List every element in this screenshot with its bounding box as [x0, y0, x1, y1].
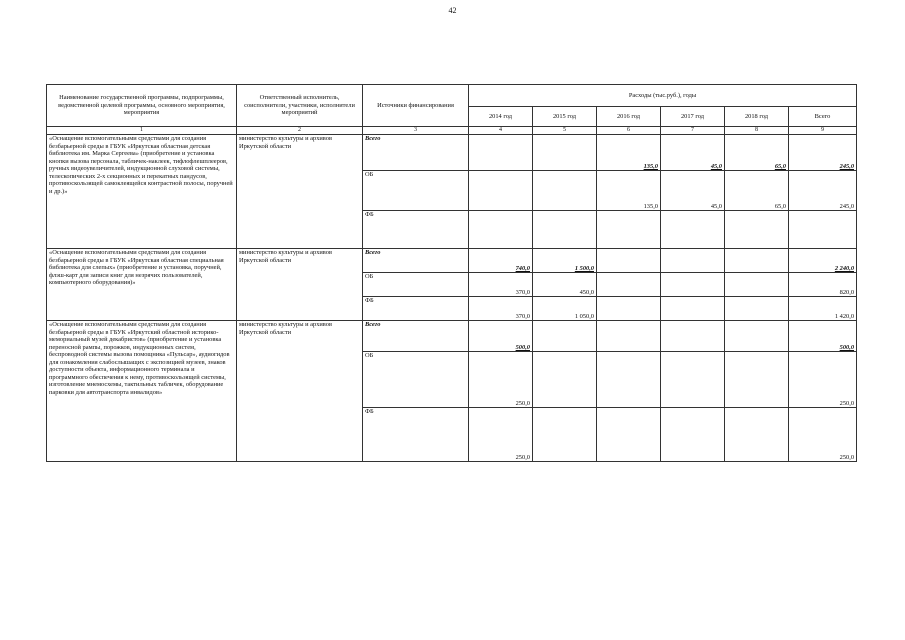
source-label: Всего — [363, 249, 469, 273]
value-cell — [725, 352, 789, 408]
source-label: ОБ — [363, 273, 469, 297]
header-year-2016: 2016 год — [597, 107, 661, 127]
value-cell: 245,0 — [789, 171, 857, 211]
value-cell: 500,0 — [469, 321, 533, 352]
value-cell — [533, 211, 597, 249]
measure-executor: министерство культуры и архивов Иркутской области — [237, 321, 363, 462]
value-cell — [725, 273, 789, 297]
table-row — [47, 249, 857, 273]
table-row — [47, 321, 857, 352]
column-number: 7 — [661, 127, 725, 135]
value-cell — [533, 321, 597, 352]
value-cell: 500,0 — [789, 321, 857, 352]
column-number: 2 — [237, 127, 363, 135]
value-cell: 450,0 — [533, 273, 597, 297]
value-cell: 250,0 — [469, 352, 533, 408]
value-cell — [469, 211, 533, 249]
measure-name: «Оснащение вспомогательными средствами для создания безбарьерной среды в ГБУК «Иркутская областная специальная библиотека для слепых» (приобретение и установка, поручней, флэш-карт для записи книг для незрячих пользователей, компьютерного оборудования)» — [47, 249, 237, 321]
source-label: ФБ — [363, 408, 469, 462]
value-cell — [597, 297, 661, 321]
value-cell — [789, 211, 857, 249]
value-cell: 45,0 — [661, 171, 725, 211]
source-label: ФБ — [363, 297, 469, 321]
measure-executor: министерство культуры и архивов Иркутской области — [237, 249, 363, 321]
header-executor: Ответственный исполнитель, соисполнители, участники, исполнители мероприятий — [237, 85, 363, 127]
header-year-2015: 2015 год — [533, 107, 597, 127]
header-sources: Источники финансирования — [363, 85, 469, 127]
value-cell: 1 420,0 — [789, 297, 857, 321]
value-cell — [533, 408, 597, 462]
value-cell — [661, 211, 725, 249]
value-cell — [725, 211, 789, 249]
source-label: Всего — [363, 135, 469, 171]
column-number: 6 — [597, 127, 661, 135]
value-cell: 250,0 — [469, 408, 533, 462]
column-number: 4 — [469, 127, 533, 135]
value-cell — [533, 352, 597, 408]
value-cell: 65,0 — [725, 135, 789, 171]
value-cell: 2 240,0 — [789, 249, 857, 273]
value-cell: 245,0 — [789, 135, 857, 171]
value-cell: 250,0 — [789, 352, 857, 408]
header-year-2018: 2018 год — [725, 107, 789, 127]
source-label: Всего — [363, 321, 469, 352]
value-cell — [597, 249, 661, 273]
value-cell: 135,0 — [597, 135, 661, 171]
value-cell — [725, 249, 789, 273]
value-cell — [597, 211, 661, 249]
value-cell — [597, 273, 661, 297]
source-label: ФБ — [363, 211, 469, 249]
measure-executor: министерство культуры и архивов Иркутской области — [237, 135, 363, 249]
page-number: 42 — [448, 6, 457, 15]
value-cell — [661, 273, 725, 297]
value-cell — [469, 171, 533, 211]
column-number-row — [47, 127, 857, 135]
value-cell: 135,0 — [597, 171, 661, 211]
value-cell — [469, 135, 533, 171]
value-cell: 45,0 — [661, 135, 725, 171]
header-program: Наименование государственной программы, подпрограммы, ведомственной целевой программы, основного мероприятия, мероприятия — [47, 85, 237, 127]
value-cell: 1 500,0 — [533, 249, 597, 273]
value-cell: 740,0 — [469, 249, 533, 273]
value-cell — [533, 135, 597, 171]
value-cell: 1 050,0 — [533, 297, 597, 321]
source-label: ОБ — [363, 171, 469, 211]
value-cell — [725, 297, 789, 321]
value-cell — [597, 352, 661, 408]
measure-name: «Оснащение вспомогательными средствами для создания безбарьерной среды в ГБУК «Иркутская областная детская библиотека им. Марка Сергеева» (приобретение и установка кнопки вызова персонала, табличек-наклеек, тифлофлешплееров, ручных видеоувеличителей, индукционной слуховой системы, телескопических 2-х секционных и перекатных пандусов, противоскользящей самоклеящейся контрастной полосы, поручней и др.)» — [47, 135, 237, 249]
value-cell — [533, 171, 597, 211]
budget-table — [46, 84, 857, 462]
value-cell — [661, 352, 725, 408]
value-cell: 370,0 — [469, 297, 533, 321]
source-label: ОБ — [363, 352, 469, 408]
column-number: 3 — [363, 127, 469, 135]
header-total: Всего — [789, 107, 857, 127]
value-cell: 820,0 — [789, 273, 857, 297]
value-cell — [661, 408, 725, 462]
value-cell — [661, 321, 725, 352]
value-cell: 250,0 — [789, 408, 857, 462]
value-cell — [597, 321, 661, 352]
value-cell — [661, 297, 725, 321]
value-cell — [725, 321, 789, 352]
column-number: 1 — [47, 127, 237, 135]
column-number: 9 — [789, 127, 857, 135]
column-number: 5 — [533, 127, 597, 135]
header-year-2017: 2017 год — [661, 107, 725, 127]
value-cell — [597, 408, 661, 462]
value-cell: 65,0 — [725, 171, 789, 211]
column-number: 8 — [725, 127, 789, 135]
value-cell: 370,0 — [469, 273, 533, 297]
measure-name: «Оснащение вспомогательными средствами для создания безбарьерной среды в ГБУК «Иркутский областной историко-мемориальный музей декабристов» (приобретение и установка переносной рампы, порожков, индукционных систем, беспроводной системы вызова помощника «Пульсар», аудиогидов для ознакомления слабослышащих с экспозицией музеев, знаков доступности объекта, информационного терминала и программного обеспечения к нему, противоскользящей системы, изготовление мнемосхемы, тактильных табличек, оборудование парковки для автотранспорта инвалидов» — [47, 321, 237, 462]
value-cell — [661, 249, 725, 273]
header-expenses: Расходы (тыс.руб.), годы — [469, 85, 857, 107]
value-cell — [725, 408, 789, 462]
header-year-2014: 2014 год — [469, 107, 533, 127]
table-row — [47, 135, 857, 171]
